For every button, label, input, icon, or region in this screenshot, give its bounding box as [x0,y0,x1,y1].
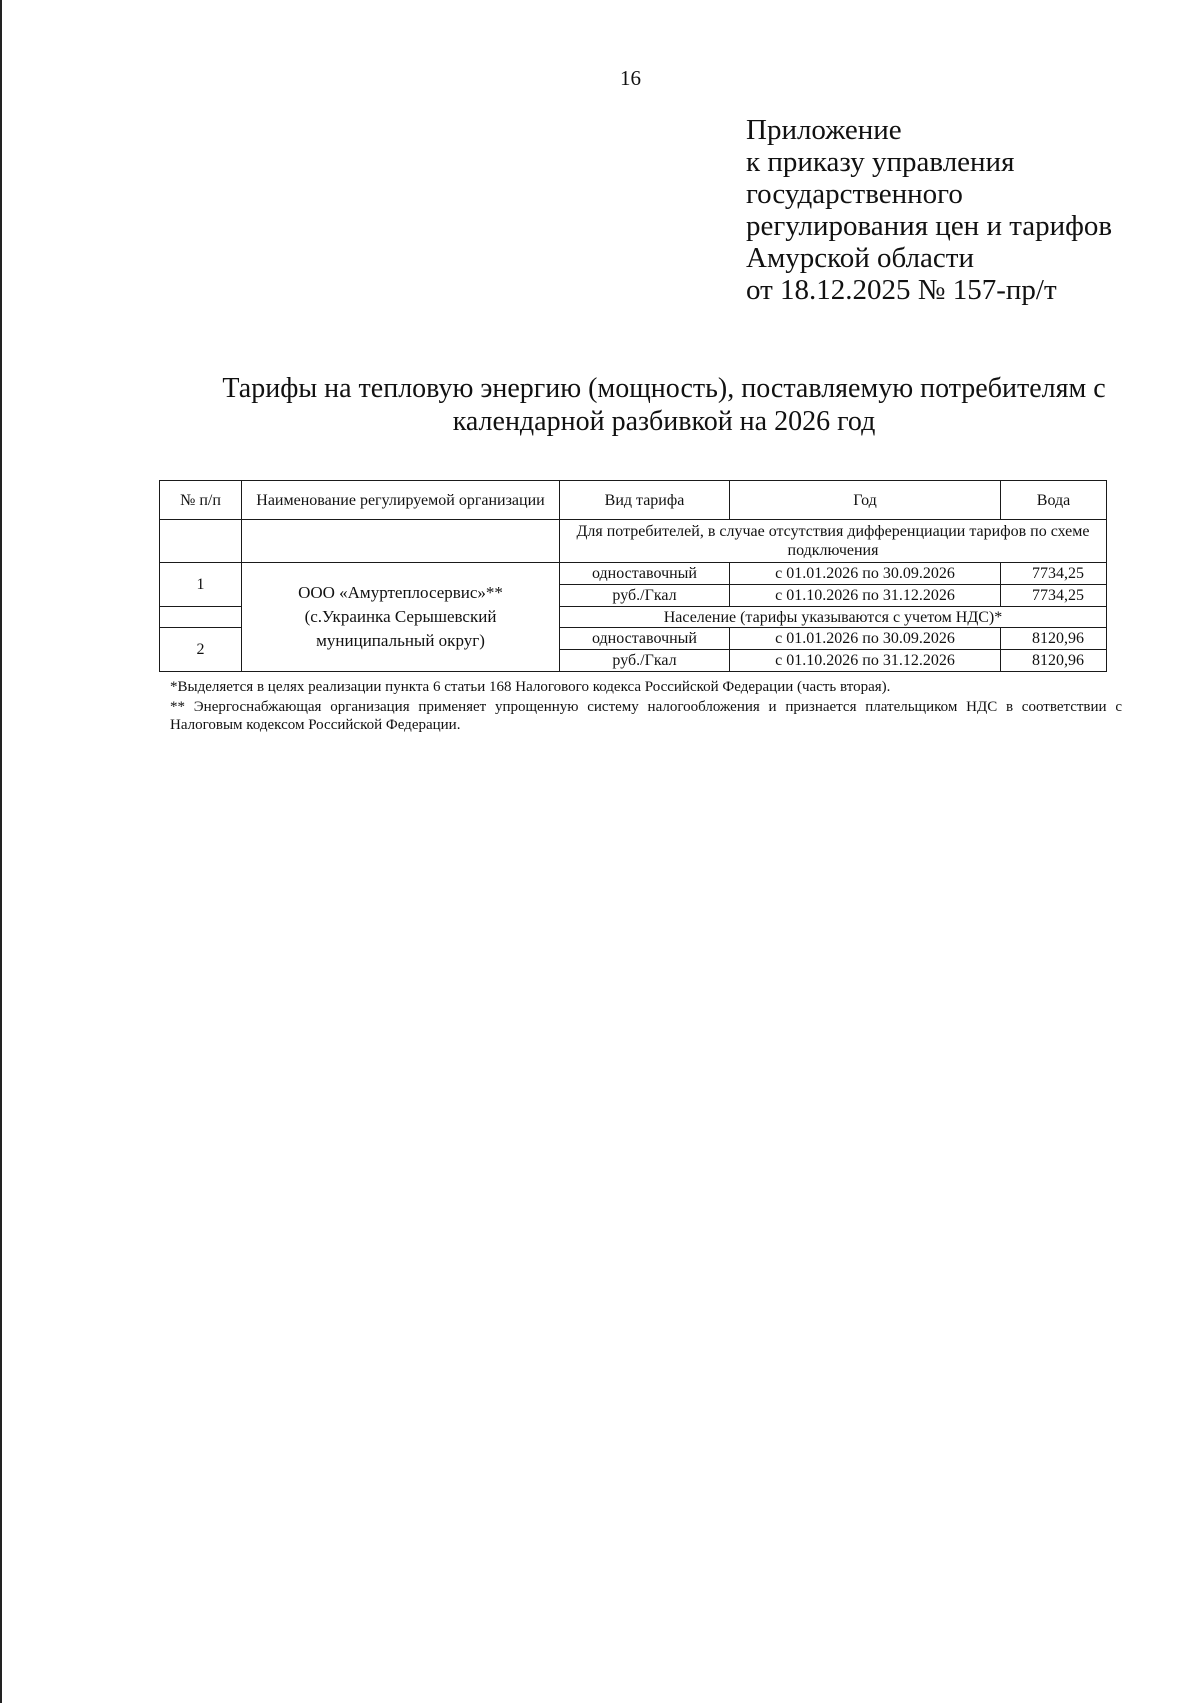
title-line-1: Тарифы на тепловую энергию (мощность), поставляемую потребителям с [222,373,1106,404]
header-year: Год [730,481,1001,520]
header-num: № п/п [160,481,242,520]
appendix-line: регулирования цен и тарифов [746,210,1113,242]
empty-cell [160,520,242,563]
tariff-period: с 01.10.2026 по 31.12.2026 [730,650,1001,672]
appendix-line: от 18.12.2025 № 157-пр/т [746,274,1057,306]
appendix-line: государственного [746,178,963,210]
page-number: 16 [620,66,641,90]
segment-label: Население (тарифы указываются с учетом НДС)* [560,607,1107,628]
header-water: Вода [1001,481,1107,520]
organization-location: (с.Украинка Серышевский [304,607,497,626]
tariff-type: одноставочный [560,628,730,650]
table-header-row [160,481,1107,520]
segment-row [160,520,1107,563]
table-row [160,563,1107,585]
water-tariff-value: 8120,96 [1001,628,1107,650]
tariff-period: с 01.01.2026 по 30.09.2026 [730,628,1001,650]
scan-edge [0,0,2,1703]
tariff-period: с 01.01.2026 по 30.09.2026 [730,563,1001,585]
appendix-line: Амурской области [746,242,974,274]
footnote-1: *Выделяется в целях реализации пункта 6 статьи 168 Налогового кодекса Российской Федерации (часть вторая). [170,679,891,695]
footnote-2: ** Энергоснабжающая организация применяет упрощенную систему налогообложения и признается плательщиком НДС в соответствии с Налоговым кодексом Российской Федерации. [170,699,1122,733]
tariff-period: с 01.10.2026 по 31.12.2026 [730,585,1001,607]
title-line-2: календарной разбивкой на 2026 год [452,406,876,437]
header-tariff-type: Вид тарифа [560,481,730,520]
water-tariff-value: 8120,96 [1001,650,1107,672]
tariff-unit: руб./Гкал [560,650,730,672]
appendix-line: Приложение [746,114,902,146]
row-number: 1 [160,563,242,607]
organization-cell [242,563,560,672]
appendix-block [746,114,1166,306]
tariff-type: одноставочный [560,563,730,585]
tariff-table [159,480,1107,672]
organization-district: муниципальный округ) [316,631,485,650]
segment-label: Для потребителей, в случае отсутствия дифференциации тарифов по схеме подключения [560,520,1107,563]
water-tariff-value: 7734,25 [1001,585,1107,607]
document-title [200,372,1128,438]
empty-cell [160,607,242,628]
tariff-unit: руб./Гкал [560,585,730,607]
row-number: 2 [160,628,242,672]
empty-cell [242,520,560,563]
organization-name: ООО «Амуртеплосервис»** [298,583,503,602]
footnotes [170,678,1122,734]
water-tariff-value: 7734,25 [1001,563,1107,585]
appendix-line: к приказу управления [746,146,1015,178]
header-organization: Наименование регулируемой организации [242,481,560,520]
